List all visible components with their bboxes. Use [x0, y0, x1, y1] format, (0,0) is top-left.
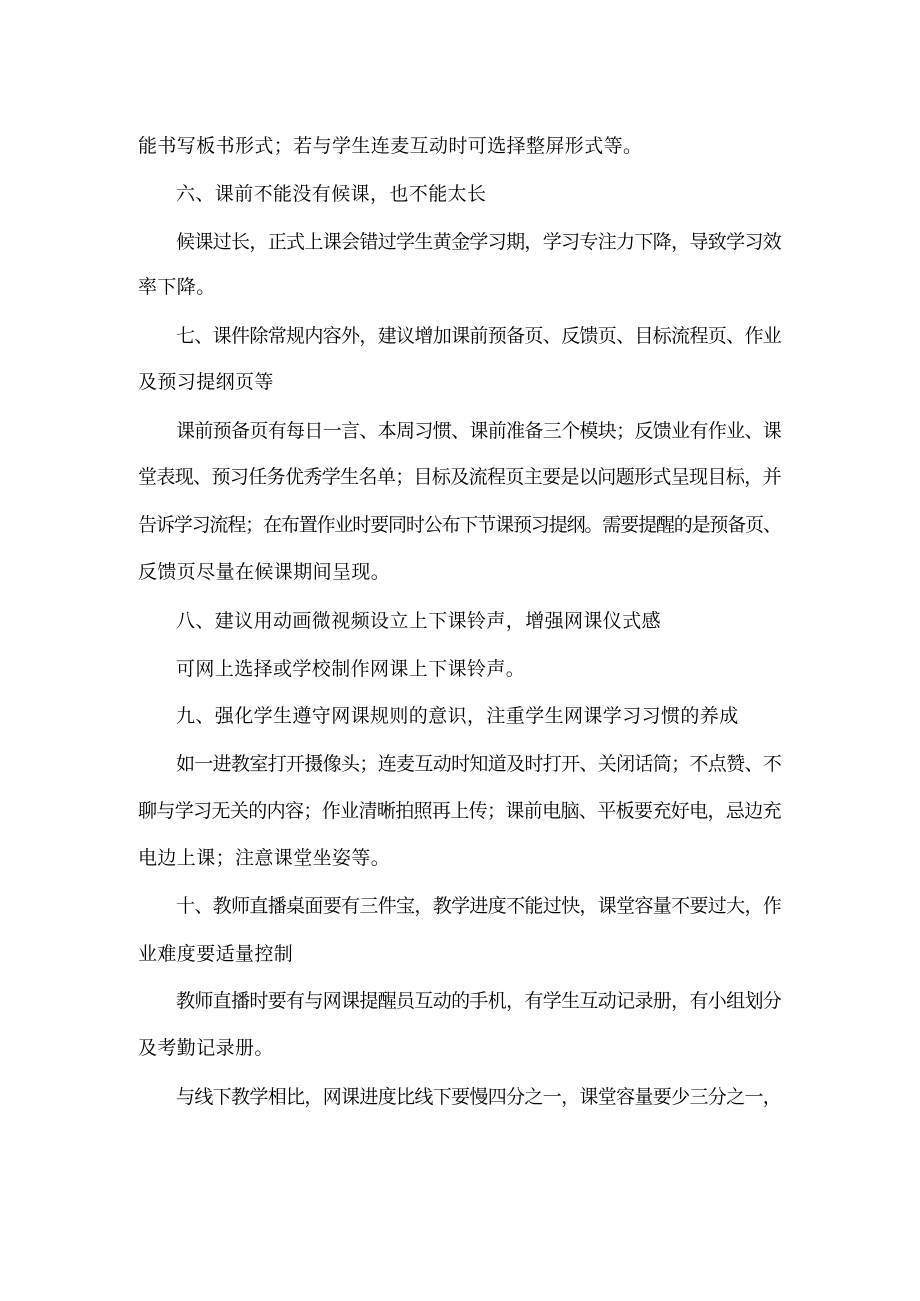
text-line: 聊与学习无关的内容；作业清晰拍照再上传；课前电脑、平板要充好电，忌边充: [138, 800, 781, 822]
section-heading-7-cont: 及预习提纲页等: [138, 371, 274, 393]
text-line: 如一进教室打开摄像头；连麦互动时知道及时打开、关闭话筒；不点赞、不: [176, 753, 782, 775]
section-heading-7: 七、课件除常规内容外，建议增加课前预备页、反馈页、目标流程页、作业: [176, 325, 782, 347]
section-heading-6: 六、课前不能没有候课，也不能太长: [176, 183, 487, 205]
text-line: 可网上选择或学校制作网课上下课铃声。: [176, 658, 526, 680]
section-heading-10-cont: 业难度要适量控制: [138, 943, 294, 965]
section-heading-10: 十、教师直播桌面要有三件宝，教学进度不能过快，课堂容量不要过大，作: [176, 895, 782, 917]
text-line: 率下降。: [138, 276, 216, 298]
text-line: 候课过长，正式上课会错过学生黄金学习期，学习专注力下降，导致学习效: [176, 231, 782, 253]
text-line: 堂表现、预习任务优秀学生名单；目标及流程页主要是以问题形式呈现目标，并: [138, 466, 781, 488]
text-line: 课前预备页有每日一言、本周习惯、课前准备三个模块；反馈业有作业、课: [176, 420, 782, 442]
text-line: 教师直播时要有与网课提醒员互动的手机，有学生互动记录册，有小组划分: [176, 990, 782, 1012]
text-line: 告诉学习流程；在布置作业时要同时公布下节课预习提纲。需要提醒的是预备页、: [138, 514, 781, 536]
text-line: 及考勤记录册。: [138, 1037, 274, 1059]
text-line: 电边上课；注意课堂坐姿等。: [138, 847, 391, 869]
text-line: 反馈页尽量在候课期间呈现。: [138, 561, 391, 583]
text-line: 与线下教学相比，网课进度比线下要慢四分之一，课堂容量要少三分之一，: [176, 1086, 782, 1108]
section-heading-8: 八、建议用动画微视频设立上下课铃声，增强网课仪式感: [176, 610, 662, 632]
section-heading-9: 九、强化学生遵守网课规则的意识，注重学生网课学习习惯的养成: [176, 705, 739, 727]
text-line: 能书写板书形式；若与学生连麦互动时可选择整屏形式等。: [138, 135, 643, 157]
